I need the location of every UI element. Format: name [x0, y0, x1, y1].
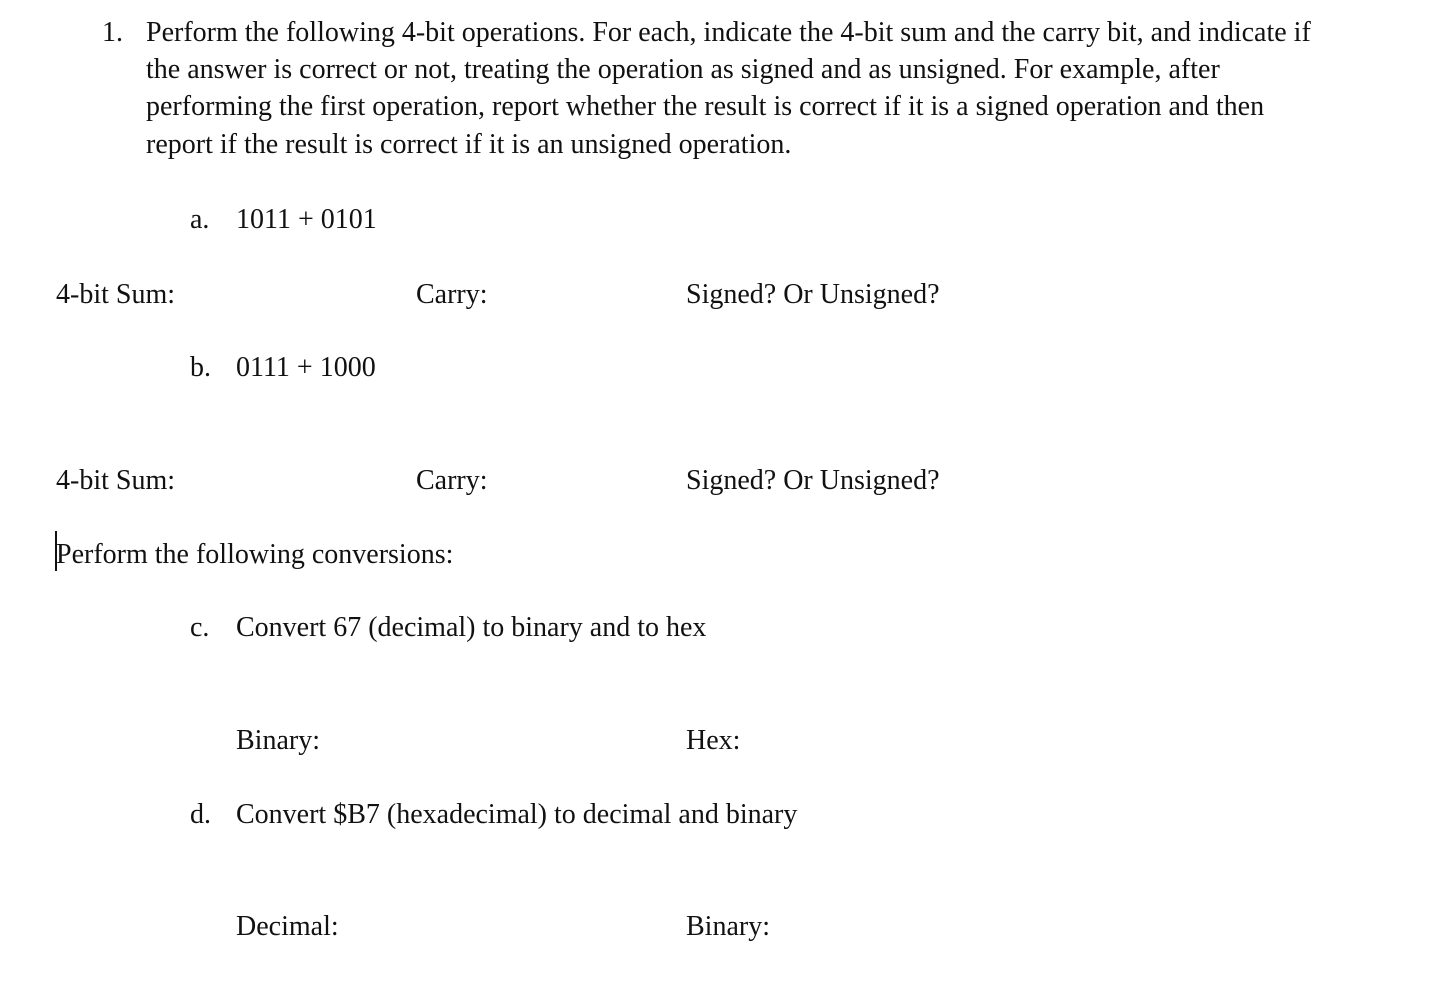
- item-a-sum-label: 4-bit Sum:: [56, 279, 176, 310]
- conversions-heading: Perform the following conversions:: [56, 539, 454, 570]
- question-text-line-1: Perform the following 4-bit operations. For each, indicate the 4-bit sum and the carry bit, and indicate if: [146, 17, 1311, 48]
- item-d-text: Convert $B7 (hexadecimal) to decimal and binary: [236, 799, 798, 830]
- question-text-line-4: report if the result is correct if it is an unsigned operation.: [146, 129, 792, 160]
- item-d-binary-label: Binary:: [686, 911, 770, 942]
- item-c-label: c.: [190, 612, 210, 643]
- question-text-line-2: the answer is correct or not, treating the operation as signed and as unsigned. For example, after: [146, 54, 1220, 85]
- item-b-sum-label: 4-bit Sum:: [56, 465, 176, 496]
- item-b-label: b.: [190, 352, 211, 383]
- item-a-signed-label: Signed? Or Unsigned?: [686, 279, 940, 310]
- item-d-decimal-label: Decimal:: [236, 911, 339, 942]
- item-c-hex-label: Hex:: [686, 725, 741, 756]
- item-c-text: Convert 67 (decimal) to binary and to hex: [236, 612, 707, 643]
- question-number: 1.: [102, 17, 123, 48]
- question-text-line-3: performing the first operation, report whether the result is correct if it is a signed operation and then: [146, 91, 1265, 122]
- item-a-text: 1011 + 0101: [236, 204, 377, 235]
- item-b-signed-label: Signed? Or Unsigned?: [686, 465, 940, 496]
- item-b-text: 0111 + 1000: [236, 352, 376, 383]
- item-a-label: a.: [190, 204, 210, 235]
- item-d-label: d.: [190, 799, 211, 830]
- item-c-binary-label: Binary:: [236, 725, 320, 756]
- item-a-carry-label: Carry:: [416, 279, 488, 310]
- item-b-carry-label: Carry:: [416, 465, 488, 496]
